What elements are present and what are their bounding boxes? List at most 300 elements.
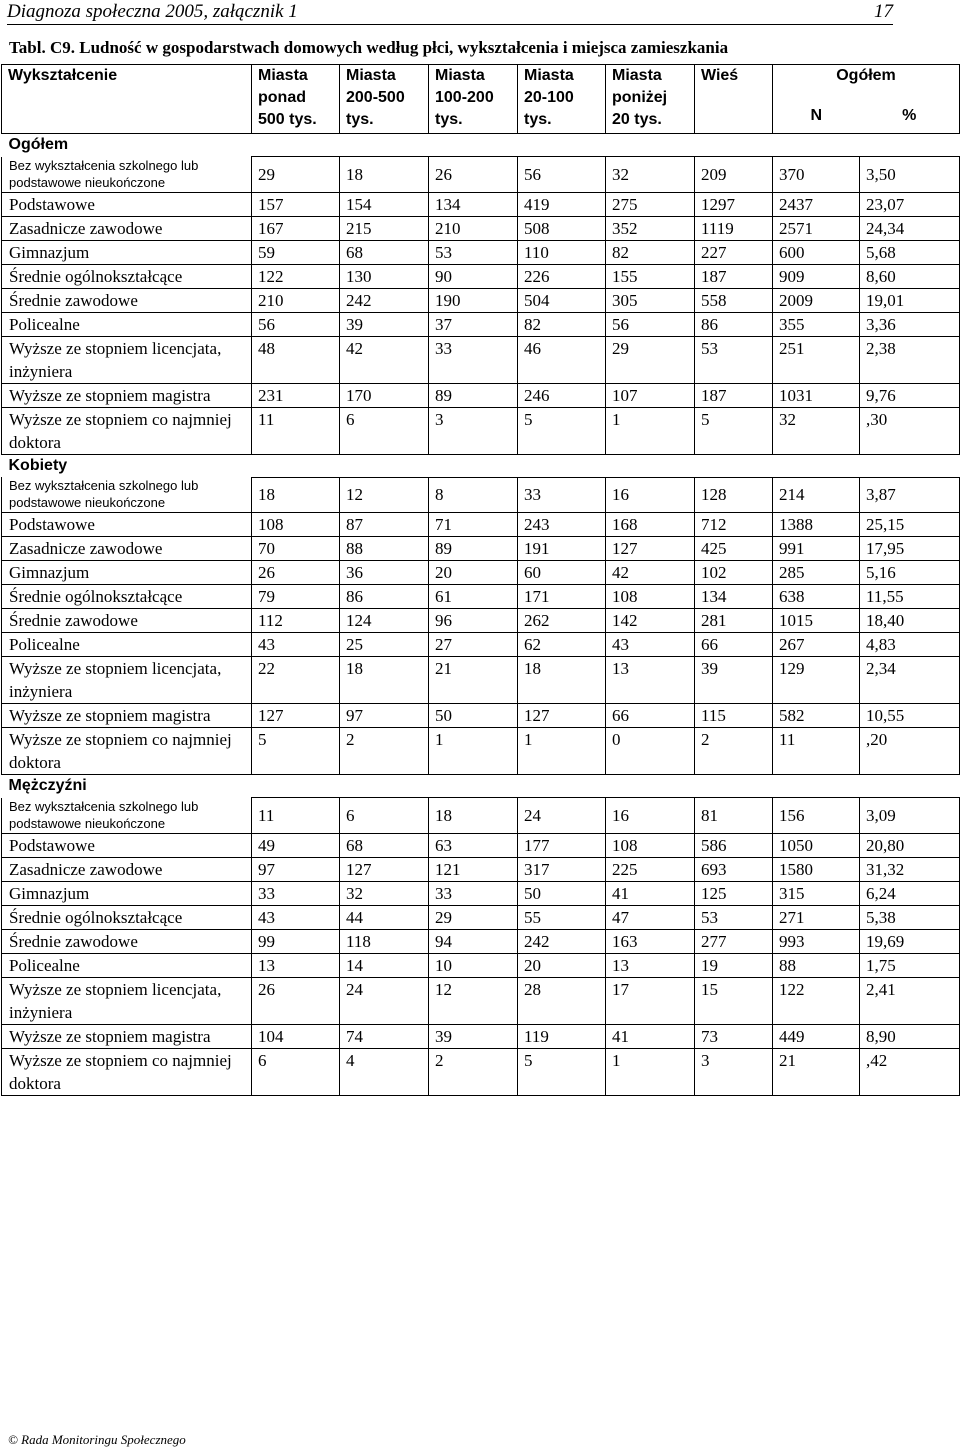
cell-value: 19 <box>695 953 773 977</box>
table-row <box>2 288 960 312</box>
cell-value: 8 <box>429 477 518 513</box>
row-label: Policealne <box>2 953 252 977</box>
col-header-total-pct: % <box>860 98 960 133</box>
row-label: Średnie zawodowe <box>2 609 252 633</box>
cell-value: 1,75 <box>860 953 960 977</box>
cell-value: 25 <box>340 633 429 657</box>
cell-value: 11,55 <box>860 585 960 609</box>
cell-value: 26 <box>252 977 340 1024</box>
table-row <box>2 1048 960 1095</box>
cell-value: 1297 <box>695 192 773 216</box>
cell-value: 61 <box>429 585 518 609</box>
cell-value: 48 <box>252 336 340 383</box>
cell-value: 121 <box>429 857 518 881</box>
cell-value: 59 <box>252 240 340 264</box>
cell-value: 53 <box>429 240 518 264</box>
cell-value: 281 <box>695 609 773 633</box>
cell-value: ,30 <box>860 407 960 454</box>
cell-value: 56 <box>518 157 606 193</box>
row-label: Średnie ogólnokształcące <box>2 585 252 609</box>
cell-value: 1 <box>518 728 606 775</box>
cell-value: 1119 <box>695 216 773 240</box>
cell-value: 66 <box>695 633 773 657</box>
table-row <box>2 881 960 905</box>
cell-value: 13 <box>606 657 695 704</box>
section-title: Mężczyźni <box>8 777 87 794</box>
cell-value: 5 <box>518 407 606 454</box>
table-row <box>2 798 960 834</box>
cell-value: 14 <box>340 953 429 977</box>
col-header-total: Ogółem <box>773 65 960 99</box>
cell-value: 214 <box>773 477 860 513</box>
cell-value: 11 <box>252 798 340 834</box>
row-label: Zasadnicze zawodowe <box>2 216 252 240</box>
table-row <box>2 657 960 704</box>
row-label: Policealne <box>2 312 252 336</box>
col-header-city-under-20: Miasta poniżej 20 tys. <box>606 65 695 134</box>
row-label: Wyższe ze stopniem magistra <box>2 1024 252 1048</box>
cell-value: 127 <box>252 704 340 728</box>
cell-value: 693 <box>695 857 773 881</box>
section-header-row <box>2 454 960 477</box>
table-row <box>2 192 960 216</box>
header-row <box>2 65 960 99</box>
col-header-education: Wykształcenie <box>2 65 252 134</box>
cell-value: 504 <box>518 288 606 312</box>
cell-value: 370 <box>773 157 860 193</box>
cell-value: 53 <box>695 905 773 929</box>
cell-value: 82 <box>518 312 606 336</box>
cell-value: 88 <box>340 537 429 561</box>
cell-value: 317 <box>518 857 606 881</box>
cell-value: 43 <box>252 633 340 657</box>
cell-value: 0 <box>606 728 695 775</box>
row-label: Wyższe ze stopniem licencjata, inżyniera <box>2 657 252 704</box>
cell-value: 1388 <box>773 513 860 537</box>
cell-value: 2 <box>429 1048 518 1095</box>
cell-value: 155 <box>606 264 695 288</box>
cell-value: 89 <box>429 383 518 407</box>
cell-value: 425 <box>695 537 773 561</box>
cell-value: 157 <box>252 192 340 216</box>
row-label: Podstawowe <box>2 513 252 537</box>
table-row <box>2 728 960 775</box>
cell-value: 6 <box>252 1048 340 1095</box>
cell-value: 66 <box>606 704 695 728</box>
cell-value: 2,38 <box>860 336 960 383</box>
cell-value: 1015 <box>773 609 860 633</box>
cell-value: 231 <box>252 383 340 407</box>
cell-value: 46 <box>518 336 606 383</box>
document-title: Diagnoza społeczna 2005, załącznik 1 <box>7 1 298 22</box>
cell-value: 210 <box>429 216 518 240</box>
cell-value: 1031 <box>773 383 860 407</box>
table-row <box>2 312 960 336</box>
section-header-row <box>2 134 960 157</box>
cell-value: 18 <box>340 657 429 704</box>
cell-value: 43 <box>252 905 340 929</box>
cell-value: 36 <box>340 561 429 585</box>
cell-value: 26 <box>252 561 340 585</box>
cell-value: 24,34 <box>860 216 960 240</box>
cell-value: 251 <box>773 336 860 383</box>
cell-value: 89 <box>429 537 518 561</box>
cell-value: 2 <box>340 728 429 775</box>
row-label: Podstawowe <box>2 192 252 216</box>
table-row <box>2 383 960 407</box>
table-row <box>2 537 960 561</box>
cell-value: 171 <box>518 585 606 609</box>
cell-value: 1 <box>429 728 518 775</box>
cell-value: 104 <box>252 1024 340 1048</box>
cell-value: 18 <box>429 798 518 834</box>
cell-value: 6 <box>340 798 429 834</box>
cell-value: 29 <box>606 336 695 383</box>
cell-value: 127 <box>518 704 606 728</box>
row-label: Średnie ogólnokształcące <box>2 905 252 929</box>
row-label: Wyższe ze stopniem licencjata, inżyniera <box>2 336 252 383</box>
cell-value: 50 <box>518 881 606 905</box>
cell-value: 225 <box>606 857 695 881</box>
cell-value: 42 <box>606 561 695 585</box>
cell-value: 33 <box>518 477 606 513</box>
cell-value: 25,15 <box>860 513 960 537</box>
section-title: Ogółem <box>8 136 69 153</box>
cell-value: 4,83 <box>860 633 960 657</box>
cell-value: 32 <box>606 157 695 193</box>
cell-value: 124 <box>340 609 429 633</box>
cell-value: 86 <box>340 585 429 609</box>
cell-value: 119 <box>518 1024 606 1048</box>
col-header-city-100-200: Miasta 100-200 tys. <box>429 65 518 134</box>
row-label: Wyższe ze stopniem licencjata, inżyniera <box>2 977 252 1024</box>
cell-value: 28 <box>518 977 606 1024</box>
cell-value: 3,36 <box>860 312 960 336</box>
table-row <box>2 216 960 240</box>
copyright-footer: © Rada Monitoringu Społecznego <box>8 1432 186 1447</box>
cell-value: 23,07 <box>860 192 960 216</box>
cell-value: 112 <box>252 609 340 633</box>
cell-value: 5,38 <box>860 905 960 929</box>
cell-value: 43 <box>606 633 695 657</box>
cell-value: 5,68 <box>860 240 960 264</box>
cell-value: 49 <box>252 833 340 857</box>
table-row <box>2 977 960 1024</box>
cell-value: 8,90 <box>860 1024 960 1048</box>
table-row <box>2 585 960 609</box>
cell-value: 94 <box>429 929 518 953</box>
cell-value: 129 <box>773 657 860 704</box>
cell-value: 168 <box>606 513 695 537</box>
cell-value: 33 <box>429 336 518 383</box>
cell-value: 44 <box>340 905 429 929</box>
cell-value: 97 <box>252 857 340 881</box>
cell-value: 163 <box>606 929 695 953</box>
cell-value: 275 <box>606 192 695 216</box>
cell-value: 127 <box>340 857 429 881</box>
cell-value: 47 <box>606 905 695 929</box>
cell-value: 134 <box>695 585 773 609</box>
cell-value: 56 <box>252 312 340 336</box>
cell-value: 29 <box>429 905 518 929</box>
cell-value: 449 <box>773 1024 860 1048</box>
row-label: Gimnazjum <box>2 561 252 585</box>
cell-value: 262 <box>518 609 606 633</box>
col-header-village: Wieś <box>695 65 773 134</box>
cell-value: 8,60 <box>860 264 960 288</box>
cell-value: 4 <box>340 1048 429 1095</box>
cell-value: 277 <box>695 929 773 953</box>
cell-value: 24 <box>340 977 429 1024</box>
cell-value: ,42 <box>860 1048 960 1095</box>
cell-value: 71 <box>429 513 518 537</box>
cell-value: 3,87 <box>860 477 960 513</box>
cell-value: 3 <box>695 1048 773 1095</box>
cell-value: 167 <box>252 216 340 240</box>
cell-value: 2571 <box>773 216 860 240</box>
cell-value: 53 <box>695 336 773 383</box>
page-number: 17 <box>874 1 893 22</box>
table-row <box>2 953 960 977</box>
cell-value: 18 <box>340 157 429 193</box>
cell-value: 170 <box>340 383 429 407</box>
cell-value: 419 <box>518 192 606 216</box>
table-row <box>2 704 960 728</box>
cell-value: 267 <box>773 633 860 657</box>
cell-value: 187 <box>695 264 773 288</box>
cell-value: 41 <box>606 1024 695 1048</box>
cell-value: 19,01 <box>860 288 960 312</box>
cell-value: 285 <box>773 561 860 585</box>
cell-value: 81 <box>695 798 773 834</box>
cell-value: 20 <box>429 561 518 585</box>
cell-value: 31,32 <box>860 857 960 881</box>
table-row <box>2 1024 960 1048</box>
table-row <box>2 561 960 585</box>
row-label: Policealne <box>2 633 252 657</box>
row-label: Bez wykształcenia szkolnego lub podstawowe nieukończone <box>2 798 252 834</box>
cell-value: 243 <box>518 513 606 537</box>
cell-value: 122 <box>773 977 860 1024</box>
cell-value: 3,09 <box>860 798 960 834</box>
cell-value: 315 <box>773 881 860 905</box>
cell-value: 638 <box>773 585 860 609</box>
row-label: Wyższe ze stopniem co najmniej doktora <box>2 728 252 775</box>
row-label: Wyższe ze stopniem magistra <box>2 704 252 728</box>
table-row <box>2 407 960 454</box>
cell-value: 18,40 <box>860 609 960 633</box>
cell-value: 55 <box>518 905 606 929</box>
cell-value: 42 <box>340 336 429 383</box>
cell-value: 993 <box>773 929 860 953</box>
section-title: Kobiety <box>8 456 68 474</box>
cell-value: 3,50 <box>860 157 960 193</box>
cell-value: 2,34 <box>860 657 960 704</box>
table-title: Tabl. C9. Ludność w gospodarstwach domowych według płci, wykształcenia i miejsca zamieszkania <box>9 38 729 57</box>
cell-value: 1050 <box>773 833 860 857</box>
cell-value: 16 <box>606 798 695 834</box>
table-row <box>2 609 960 633</box>
cell-value: 13 <box>252 953 340 977</box>
cell-value: 2,41 <box>860 977 960 1024</box>
cell-value: 79 <box>252 585 340 609</box>
cell-value: 6 <box>340 407 429 454</box>
cell-value: 156 <box>773 798 860 834</box>
cell-value: 209 <box>695 157 773 193</box>
cell-value: 26 <box>429 157 518 193</box>
cell-value: 17 <box>606 977 695 1024</box>
row-label: Średnie ogólnokształcące <box>2 264 252 288</box>
cell-value: 242 <box>518 929 606 953</box>
cell-value: 9,76 <box>860 383 960 407</box>
cell-value: 187 <box>695 383 773 407</box>
cell-value: 39 <box>695 657 773 704</box>
cell-value: 107 <box>606 383 695 407</box>
cell-value: 190 <box>429 288 518 312</box>
section-header-row <box>2 775 960 798</box>
row-label: Zasadnicze zawodowe <box>2 857 252 881</box>
cell-value: 50 <box>429 704 518 728</box>
cell-value: 12 <box>340 477 429 513</box>
cell-value: 16 <box>606 477 695 513</box>
cell-value: 19,69 <box>860 929 960 953</box>
cell-value: 600 <box>773 240 860 264</box>
cell-value: 271 <box>773 905 860 929</box>
cell-value: 32 <box>340 881 429 905</box>
table-row <box>2 905 960 929</box>
row-label: Wyższe ze stopniem co najmniej doktora <box>2 1048 252 1095</box>
cell-value: 134 <box>429 192 518 216</box>
cell-value: 226 <box>518 264 606 288</box>
table-row <box>2 477 960 513</box>
cell-value: 586 <box>695 833 773 857</box>
cell-value: 352 <box>606 216 695 240</box>
cell-value: 33 <box>429 881 518 905</box>
cell-value: 712 <box>695 513 773 537</box>
cell-value: 5,16 <box>860 561 960 585</box>
cell-value: 13 <box>606 953 695 977</box>
row-label: Podstawowe <box>2 833 252 857</box>
cell-value: 1 <box>606 1048 695 1095</box>
data-table <box>1 64 960 1096</box>
cell-value: 96 <box>429 609 518 633</box>
cell-value: 215 <box>340 216 429 240</box>
cell-value: 82 <box>606 240 695 264</box>
cell-value: 582 <box>773 704 860 728</box>
table-row <box>2 633 960 657</box>
cell-value: 11 <box>252 407 340 454</box>
row-label: Wyższe ze stopniem magistra <box>2 383 252 407</box>
cell-value: 27 <box>429 633 518 657</box>
cell-value: 20,80 <box>860 833 960 857</box>
cell-value: 108 <box>606 585 695 609</box>
cell-value: 2437 <box>773 192 860 216</box>
cell-value: 10,55 <box>860 704 960 728</box>
cell-value: 24 <box>518 798 606 834</box>
cell-value: 122 <box>252 264 340 288</box>
cell-value: 12 <box>429 977 518 1024</box>
cell-value: 15 <box>695 977 773 1024</box>
cell-value: 3 <box>429 407 518 454</box>
col-header-total-n: N <box>773 98 860 133</box>
cell-value: 33 <box>252 881 340 905</box>
cell-value: 246 <box>518 383 606 407</box>
cell-value: 115 <box>695 704 773 728</box>
cell-value: 37 <box>429 312 518 336</box>
cell-value: 18 <box>518 657 606 704</box>
cell-value: 18 <box>252 477 340 513</box>
cell-value: 68 <box>340 240 429 264</box>
cell-value: 2009 <box>773 288 860 312</box>
cell-value: 20 <box>518 953 606 977</box>
cell-value: 22 <box>252 657 340 704</box>
row-label: Średnie zawodowe <box>2 929 252 953</box>
cell-value: 5 <box>695 407 773 454</box>
cell-value: 154 <box>340 192 429 216</box>
cell-value: 99 <box>252 929 340 953</box>
cell-value: 108 <box>252 513 340 537</box>
col-header-city-500: Miasta ponad 500 tys. <box>252 65 340 134</box>
cell-value: 177 <box>518 833 606 857</box>
cell-value: 102 <box>695 561 773 585</box>
col-header-city-200-500: Miasta 200-500 tys. <box>340 65 429 134</box>
cell-value: 21 <box>429 657 518 704</box>
cell-value: 5 <box>252 728 340 775</box>
cell-value: 127 <box>606 537 695 561</box>
cell-value: 508 <box>518 216 606 240</box>
cell-value: 73 <box>695 1024 773 1048</box>
cell-value: 39 <box>340 312 429 336</box>
cell-value: 68 <box>340 833 429 857</box>
cell-value: 2 <box>695 728 773 775</box>
table-row <box>2 264 960 288</box>
cell-value: 191 <box>518 537 606 561</box>
cell-value: 118 <box>340 929 429 953</box>
cell-value: 41 <box>606 881 695 905</box>
cell-value: 5 <box>518 1048 606 1095</box>
cell-value: 355 <box>773 312 860 336</box>
cell-value: 39 <box>429 1024 518 1048</box>
row-label: Zasadnicze zawodowe <box>2 537 252 561</box>
row-label: Bez wykształcenia szkolnego lub podstawowe nieukończone <box>2 157 252 193</box>
table-row <box>2 336 960 383</box>
col-header-city-20-100: Miasta 20-100 tys. <box>518 65 606 134</box>
table-row <box>2 513 960 537</box>
cell-value: ,20 <box>860 728 960 775</box>
cell-value: 110 <box>518 240 606 264</box>
table-row <box>2 833 960 857</box>
cell-value: 74 <box>340 1024 429 1048</box>
cell-value: 125 <box>695 881 773 905</box>
cell-value: 6,24 <box>860 881 960 905</box>
cell-value: 88 <box>773 953 860 977</box>
page-header <box>7 0 893 25</box>
row-label: Średnie zawodowe <box>2 288 252 312</box>
row-label: Gimnazjum <box>2 240 252 264</box>
cell-value: 62 <box>518 633 606 657</box>
row-label: Gimnazjum <box>2 881 252 905</box>
cell-value: 227 <box>695 240 773 264</box>
cell-value: 1580 <box>773 857 860 881</box>
cell-value: 128 <box>695 477 773 513</box>
cell-value: 87 <box>340 513 429 537</box>
cell-value: 558 <box>695 288 773 312</box>
cell-value: 305 <box>606 288 695 312</box>
table-row <box>2 240 960 264</box>
row-label: Wyższe ze stopniem co najmniej doktora <box>2 407 252 454</box>
cell-value: 17,95 <box>860 537 960 561</box>
cell-value: 86 <box>695 312 773 336</box>
